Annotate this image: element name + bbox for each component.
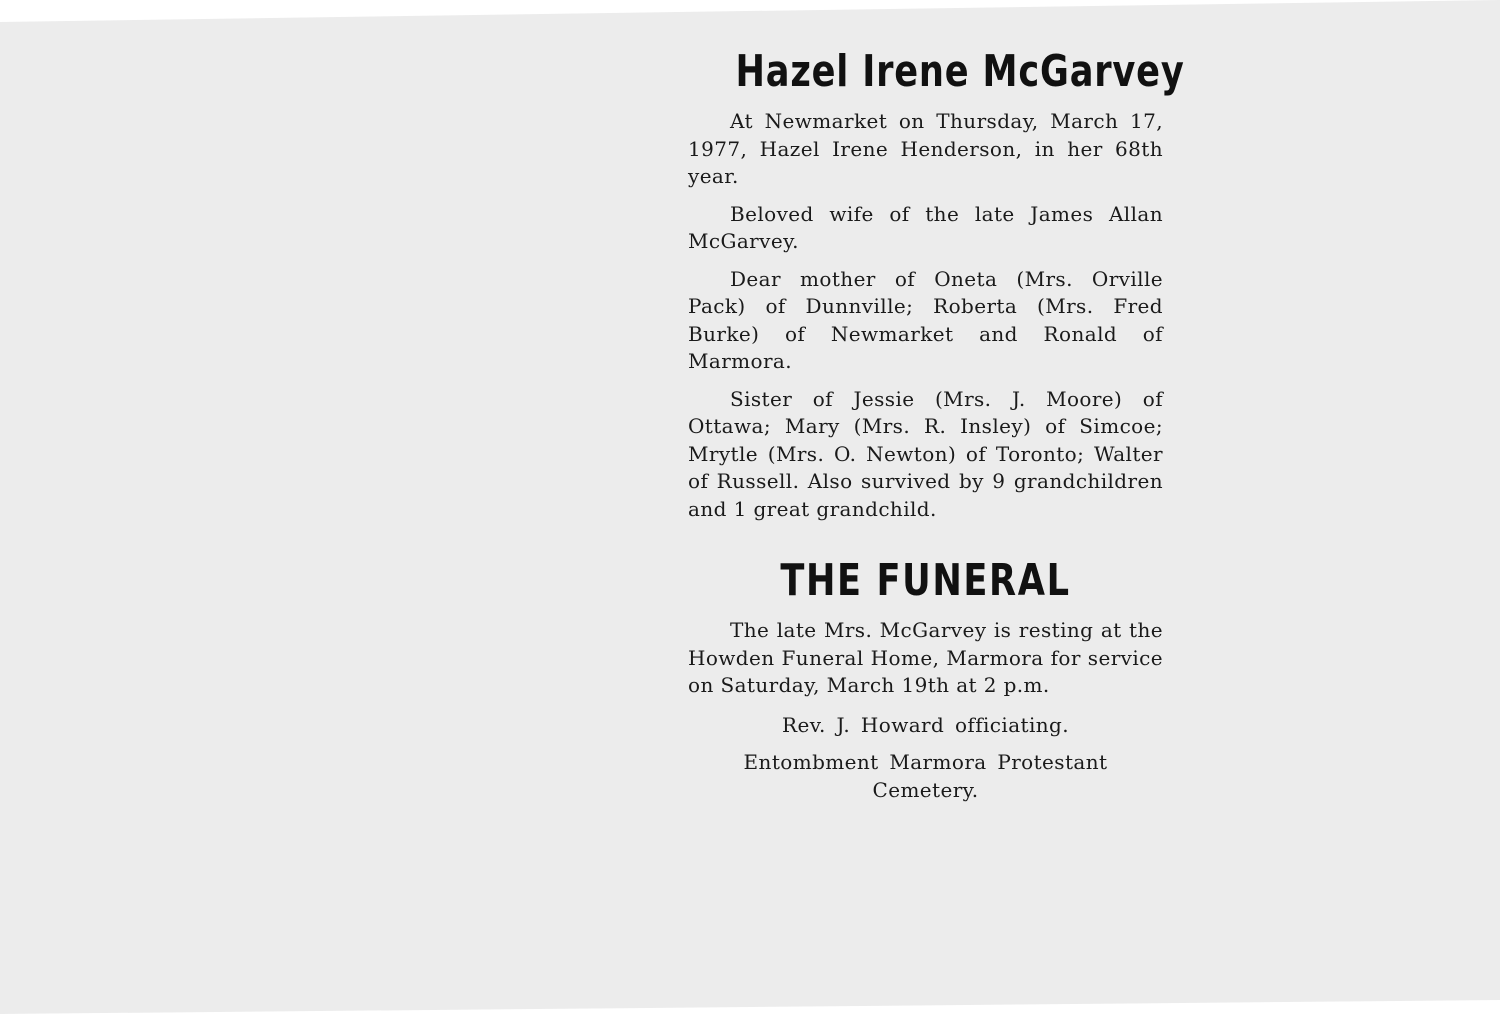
funeral-officiant: Rev. J. Howard officiating.	[782, 712, 1069, 737]
obituary-siblings: Sister of Jessie (Mrs. J. Moore) of Ottawa; Mary (Mrs. R. Insley) of Simcoe; Mrytle (Mrs. O. Newton) of Toronto; Walter of Russell. Also survived by 9 grandchildren and 1 great grandchild.	[688, 386, 1163, 521]
obituary-spouse: Beloved wife of the late James Allan McGarvey.	[688, 201, 1163, 253]
obituary-title: Hazel Irene McGarvey	[735, 46, 1185, 97]
obituary-children: Dear mother of Oneta (Mrs. Orville Pack) of Dunnville; Roberta (Mrs. Fred Burke) of Newmarket and Ronald of Marmora.	[688, 266, 1163, 373]
funeral-details: The late Mrs. McGarvey is resting at the Howden Funeral Home, Marmora for service on Saturday, March 19th at 2 p.m.	[688, 618, 1163, 697]
funeral-title: THE FUNERAL	[780, 555, 1071, 606]
newspaper-clipping	[688, 44, 1185, 814]
obituary-death-notice: At Newmarket on Thursday, March 17, 1977, Hazel Irene Henderson, in her 68th year.	[688, 109, 1163, 188]
funeral-entombment: Entombment Marmora Protestant Cemetery.	[743, 750, 1108, 802]
